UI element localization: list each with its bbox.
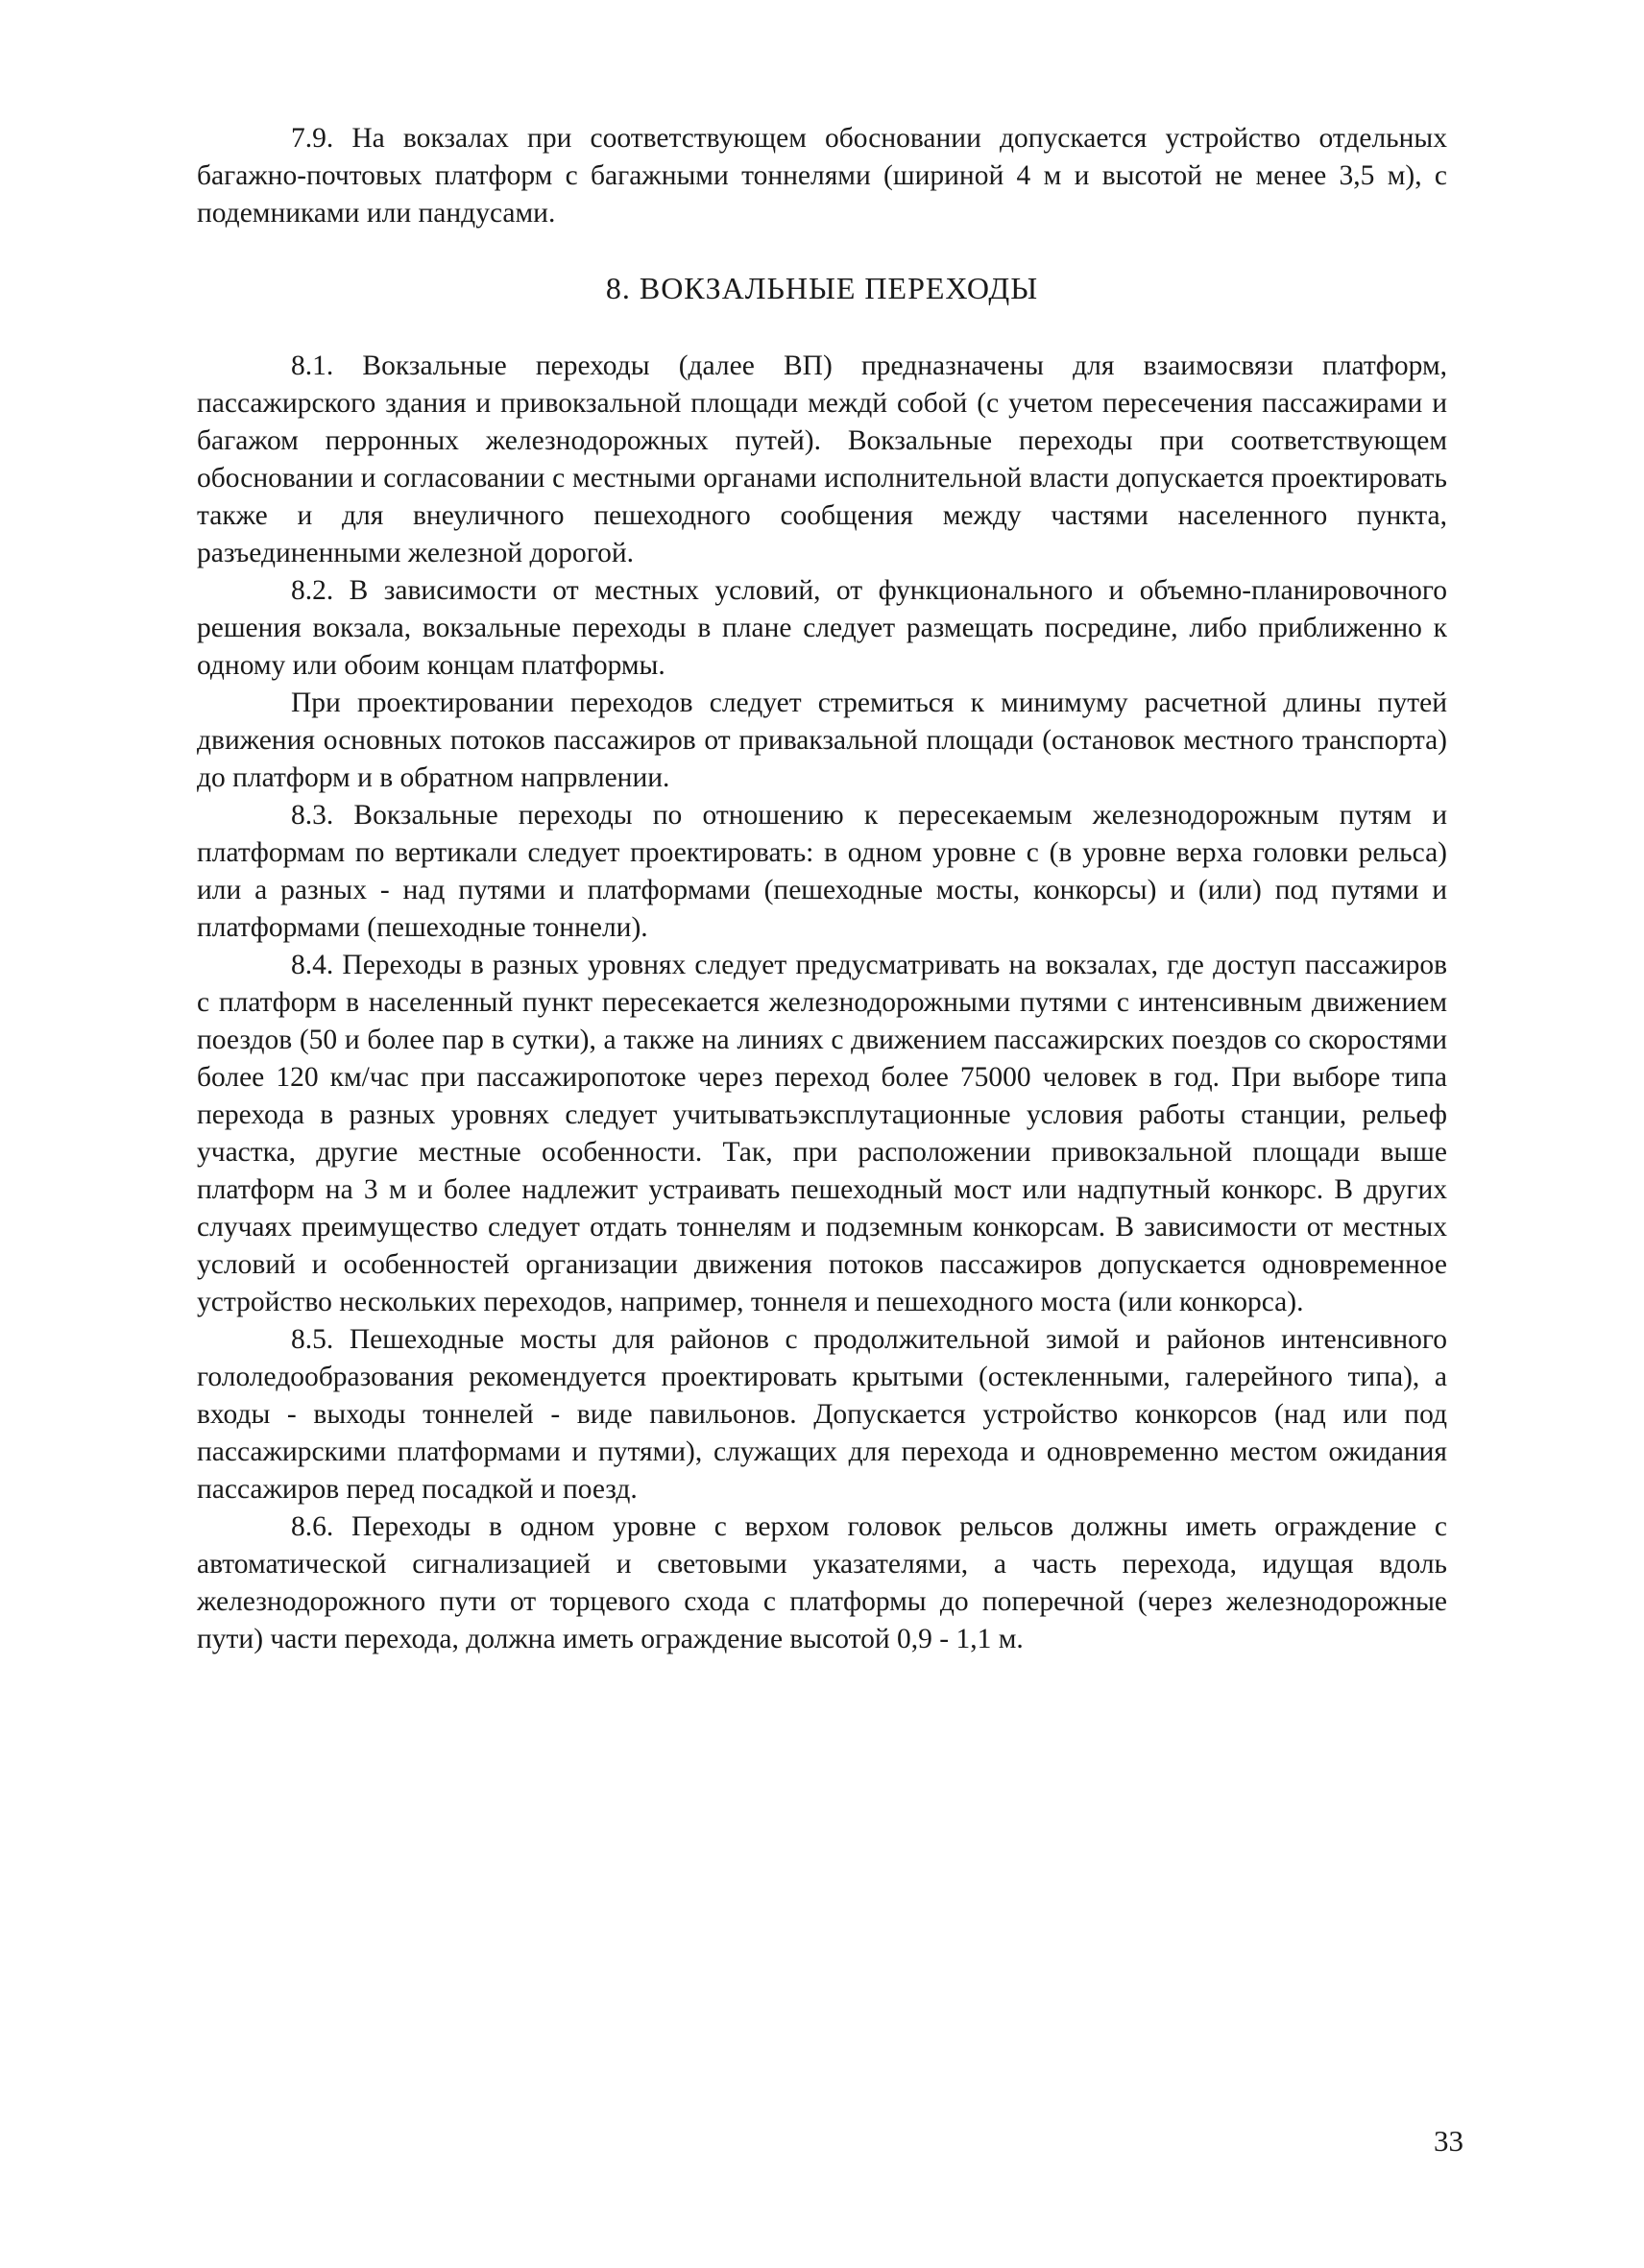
section-body <box>197 348 1447 1658</box>
paragraph-8-1: 8.1. Вокзальные переходы (далее ВП) предназначены для взаимосвязи платформ, пассажирского здания и привокзальной площади междй собой (с учетом пересечения пассажирами и багажом перронных железнодорожных путей). Вокзальные переходы при соответствующем обосновании и согласовании с местными органами исполнительной власти допускается проектировать также и для внеуличного пешеходного сообщения между частями населенного пункта, разъединенными железной дорогой. <box>197 350 1447 568</box>
paragraph-8-2: 8.2. В зависимости от местных условий, от функционального и объемно-планировочного решения вокзала, вокзальные переходы в плане следует размещать посредине, либо приближенно к одному или обоим концам платформы. <box>197 575 1447 681</box>
paragraph-8-5: 8.5. Пешеходные мосты для районов с продолжительной зимой и районов интенсивного гололедообразования рекомендуется проектировать крытыми (остекленными, галерейного типа), а входы - выходы тоннелей - виде павильонов. Допускается устройство конкорсов (над или под пассажирскими платформами и путями), служащих для перехода и одновременно местом ожидания пассажиров перед посадкой и поезд. <box>197 1324 1447 1505</box>
section-heading: 8. ВОКЗАЛЬНЫЕ ПЕРЕХОДЫ <box>605 271 1039 305</box>
intro-block <box>197 120 1447 232</box>
page-number: 33 <box>1434 2124 1463 2158</box>
paragraph-8-6: 8.6. Переходы в одном уровне с верхом головок рельсов должны иметь ограждение с автоматической сигнализацией и световыми указателями, а часть перехода, идущая вдоль железнодорожного пути от торцевого схода с платформы до поперечной (через железнодорожные пути) части перехода, должна иметь ограждение высотой 0,9 - 1,1 м. <box>197 1511 1447 1654</box>
paragraph-8-2-cont: При проектировании переходов следует стремиться к минимуму расчетной длины путей движения основных потоков пассажиров от привакзальной площади (остановок местного транспорта) до платформ и в обратном напрвлении. <box>197 688 1447 793</box>
paragraph-8-3: 8.3. Вокзальные переходы по отношению к пересекаемым железнодорожным путям и платформам по вертикали следует проектировать: в одном уровне с (в уровне верха головки рельса) или а разных - над путями и платформами (пешеходные мосты, конкорсы) и (или) под путями и платформами (пешеходные тоннели). <box>197 800 1447 943</box>
paragraph-8-4: 8.4. Переходы в разных уровнях следует предусматривать на вокзалах, где доступ пассажиров с платформ в населенный пункт пересекается железнодорожными путями с интенсивным движением поездов (50 и более пар в сутки), а также на линиях с движением пассажирских поездов со скоростями более 120 км/час при пассажиропотоке через переход более 75000 человек в год. При выборе типа перехода в разных уровнях следует учитыватьэксплутационные условия работы станции, рельеф участка, другие местные особенности. Так, при расположении привокзальной площади выше платформ на 3 м и более надлежит устраивать пешеходный мост или надпутный конкорс. В других случаях преимущество следует отдать тоннелям и подземным конкорсам. В зависимости от местных условий и особенностей организации движения потоков пассажиров допускается одновременное устройство нескольких переходов, например, тоннеля и пешеходного моста (или конкорса). <box>197 950 1447 1317</box>
paragraph-7-9: 7.9. На вокзалах при соответствующем обосновании допускается устройство отдельных багажно-почтовых платформ с багажными тоннелями (шириной 4 м и высотой не менее 3,5 м), с подемниками или пандусами. <box>197 123 1447 229</box>
